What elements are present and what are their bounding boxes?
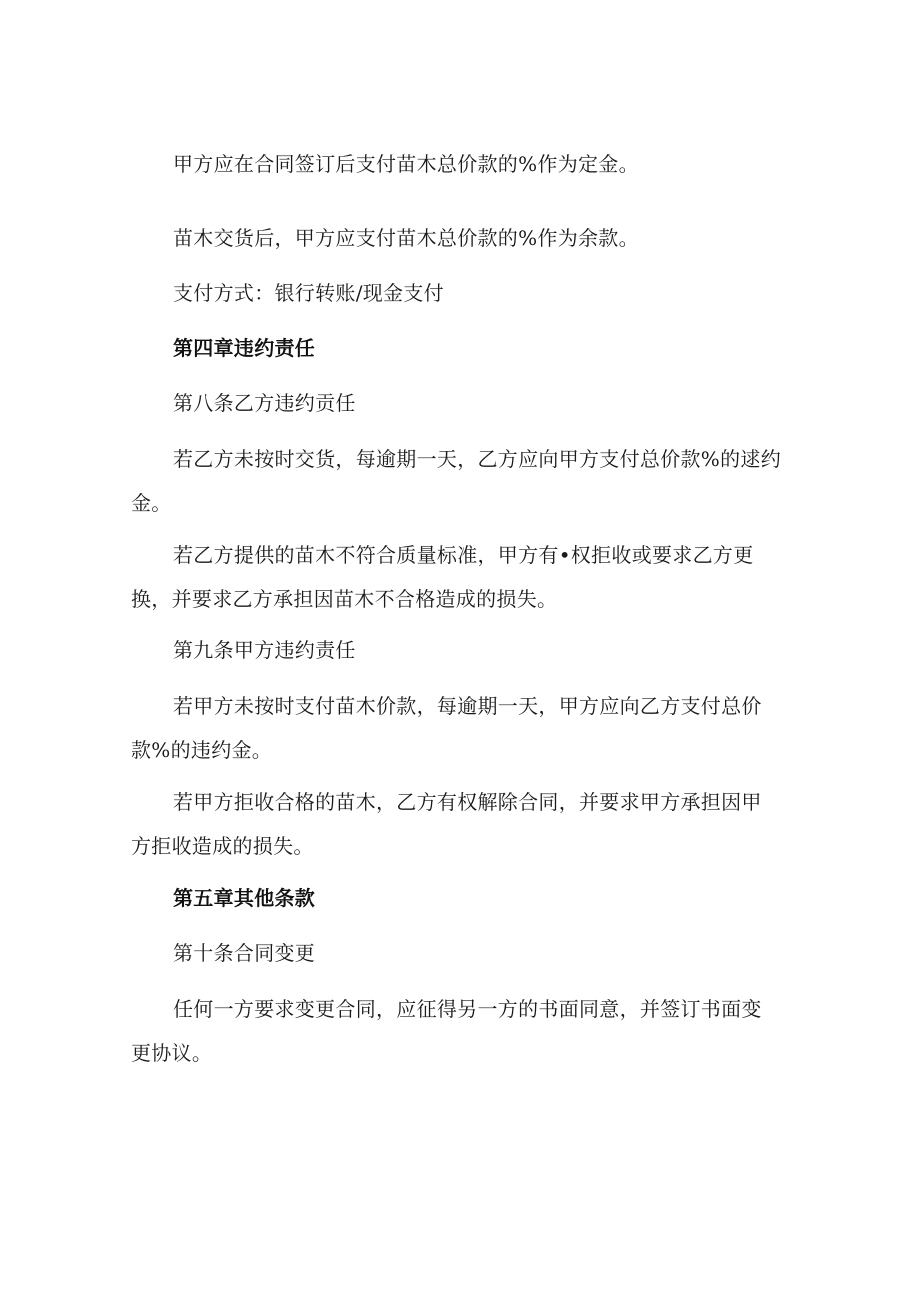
article-9-title: 第九条甲方违约责任 [173, 638, 356, 662]
paragraph-payment-method: 支付方式：银行转账/现金支付 [173, 281, 444, 305]
paragraph-contract-change: 任何一方要求变更合同，应征得另一方的书面同意，并签订书面变更协议。 [131, 997, 762, 1065]
paragraph-balance: 苗木交货后，甲方应支付苗木总价款的%作为余款。 [173, 226, 639, 250]
chapter-heading-4: 第四章违约责任 [173, 336, 316, 360]
article-8-title: 第八条乙方违约贡任 [173, 391, 356, 415]
chapter-heading-5: 第五章其他条款 [173, 886, 316, 910]
paragraph-quality: 若乙方提供的苗木不符合质量标准，甲方有•权拒收或要求乙方更换，并要求乙方承担因苗木不合格造成的损失。 [131, 543, 754, 611]
paragraph-deposit: 甲方应在合同签订后支付苗木总价款的%作为定金。 [173, 152, 639, 176]
article-10-title: 第十条合同变更 [173, 941, 316, 965]
paragraph-late-delivery: 若乙方未按时交货，每逾期一天，乙方应向甲方支付总价款%的逑约金。 [131, 447, 782, 515]
paragraph-late-payment: 若甲方未按时支付苗木价款，每逾期一天，甲方应向乙方支付总价款%的违约金。 [131, 694, 762, 762]
paragraph-refusal: 若甲方拒收合格的苗木，乙方有权解除合同，并要求甲方承担因甲方拒收造成的损失。 [131, 790, 762, 858]
